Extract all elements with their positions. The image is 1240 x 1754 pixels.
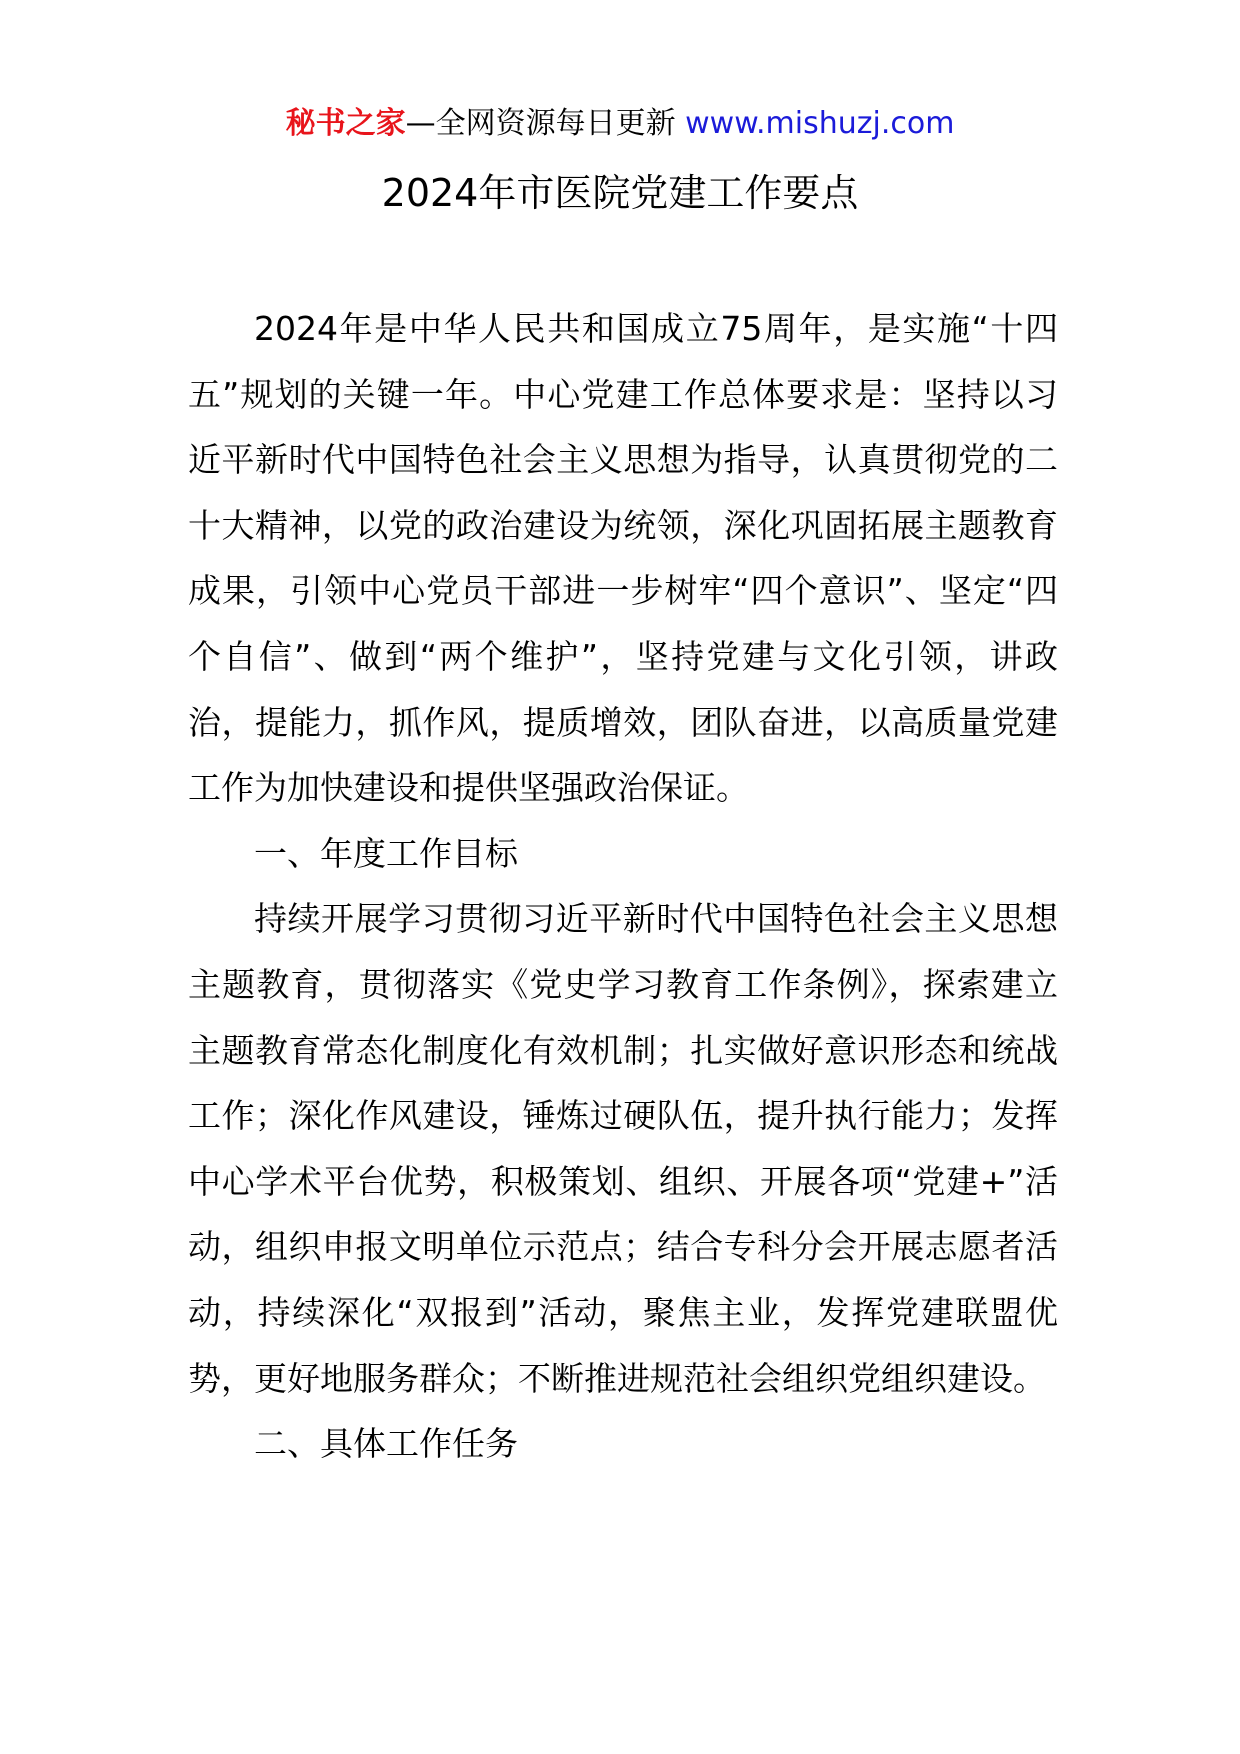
intro-paragraph: 2024年是中华人民共和国成立75周年，是实施“十四五”规划的关键一年。中心党建工作总体要求是：坚持以习近平新时代中国特色社会主义思想为指导，认真贯彻党的二十大精神，以党的政治建设为统领，深化巩固拓展主题教育成果，引领中心党员干部进一步树牢“四个意识”、坚定“四个自信”、做到“两个维护”，坚持党建与文化引领，讲政治，提能力，抓作风，提质增效，团队奋进，以高质量党建工作为加快建设和提供坚强政治保证。 [188,309,1058,808]
brand-name: 秘书之家 [285,106,406,141]
site-url: www.mishuzj.com [685,106,955,141]
section-heading-1: 一、年度工作目标 [254,833,518,873]
section-heading-2: 二、具体工作任务 [254,1424,518,1464]
document-title: 2024年市医院党建工作要点 [381,171,859,215]
document-body [188,296,1058,1477]
section-1-paragraph: 持续开展学习贯彻习近平新时代中国特色社会主义思想主题教育，贯彻落实《党史学习教育工作条例》，探索建立主题教育常态化制度化有效机制；扎实做好意识形态和统战工作；深化作风建设，锤炼过硬队伍，提升执行能力；发挥中心学术平台优势，积极策划、组织、开展各项“党建+”活动，组织申报文明单位示范点；结合专科分会开展志愿者活动，持续深化“双报到”活动，聚焦主业，发挥党建联盟优势，更好地服务群众；不断推进规范社会组织党组织建设。 [188,899,1058,1398]
watermark-header [0,104,1240,144]
header-tagline: —全网资源每日更新 [405,106,686,141]
